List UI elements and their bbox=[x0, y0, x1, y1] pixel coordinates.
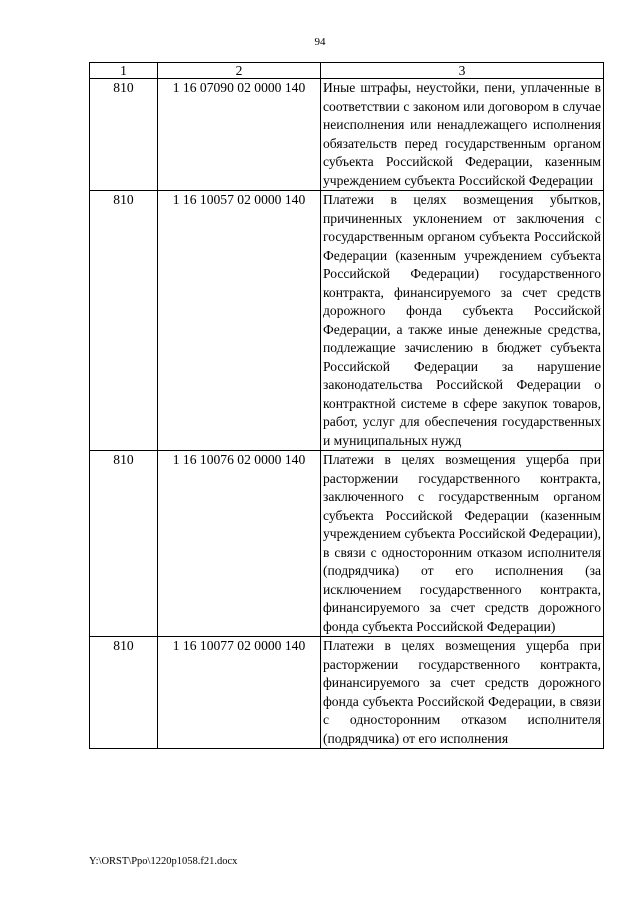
table-header-row bbox=[90, 63, 604, 79]
kbk-code-cell: 1 16 10076 02 0000 140 bbox=[158, 451, 321, 637]
table-row bbox=[90, 191, 604, 451]
budget-classification-table bbox=[89, 62, 604, 749]
description-cell: Платежи в целях возмещения ущерба при расторжении государственного контракта, финансируемого за счет средств дорожного фонда субъекта Российской Федерации, в связи с односторонним отказом исполнителя (подрядчика) от его исполнения bbox=[321, 637, 604, 749]
table-row bbox=[90, 79, 604, 191]
description-cell: Платежи в целях возмещения ущерба при расторжении государственного контракта, заключенного с государственным органом субъекта Российской Федерации (казенным учреждением субъекта Российской Федерации), в связи с односторонним отказом исполнителя (подрядчика) от его исполнения (за исключением государственного контракта, финансируемого за счет средств дорожного фонда субъекта Российской Федерации) bbox=[321, 451, 604, 637]
kbk-code-cell: 1 16 07090 02 0000 140 bbox=[158, 79, 321, 191]
admin-code-cell: 810 bbox=[90, 637, 158, 749]
page-number: 94 bbox=[314, 36, 326, 48]
description-cell: Иные штрафы, неустойки, пени, уплаченные в соответствии с законом или договором в случае неисполнения или ненадлежащего исполнения обязательств перед государственным органом субъекта Российской Федерации, казенным учреждением субъекта Российской Федерации bbox=[321, 79, 604, 191]
kbk-code-cell: 1 16 10077 02 0000 140 bbox=[158, 637, 321, 749]
column-header-3: 3 bbox=[321, 63, 604, 79]
kbk-code-cell: 1 16 10057 02 0000 140 bbox=[158, 191, 321, 451]
description-cell: Платежи в целях возмещения убытков, причиненных уклонением от заключения с государственным органом субъекта Российской Федерации (казенным учреждением субъекта Российской Федерации) государственного контракта, финансируемого за счет средств дорожного фонда субъекта Российской Федерации, а также иные денежные средства, подлежащие зачислению в бюджет субъекта Российской Федерации за нарушение законодательства Российской Федерации о контрактной системе в сфере закупок товаров, работ, услуг для обеспечения государственных и муниципальных нужд bbox=[321, 191, 604, 451]
column-header-1: 1 bbox=[90, 63, 158, 79]
admin-code-cell: 810 bbox=[90, 79, 158, 191]
admin-code-cell: 810 bbox=[90, 451, 158, 637]
column-header-2: 2 bbox=[158, 63, 321, 79]
table-row bbox=[90, 637, 604, 749]
table-row bbox=[90, 451, 604, 637]
admin-code-cell: 810 bbox=[90, 191, 158, 451]
document-file-path: Y:\ORST\Ppo\1220p1058.f21.docx bbox=[89, 856, 238, 867]
